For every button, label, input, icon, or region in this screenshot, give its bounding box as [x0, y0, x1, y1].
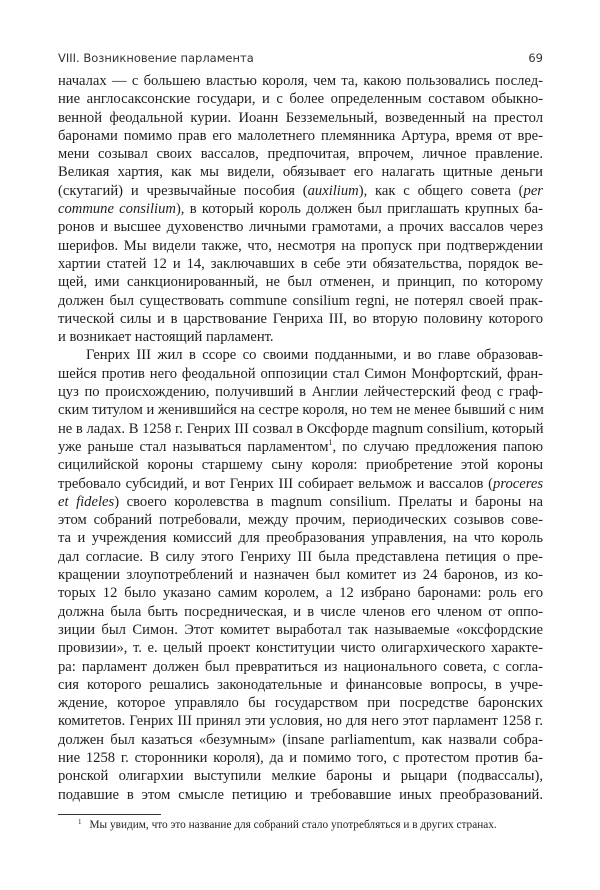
text-segment: требовало субсидий, и вот Генрих III собирает вельмож и вассалов ( [58, 475, 494, 492]
text-segment: ние англосаксонские государи, и с более определенным составом обыкно- [58, 91, 543, 108]
text-line [58, 712, 543, 730]
text-segment: шерифов. Мы видели также, что, несмотря на пропуск при подтверждении [58, 237, 543, 254]
footnote-divider [58, 814, 161, 815]
text-line [58, 328, 543, 346]
text-line [58, 786, 543, 804]
text-line [58, 511, 543, 529]
text-segment: цуз по происхождению, получивший в Англии лейчестерский феод с граф- [58, 384, 543, 401]
footnote [78, 818, 497, 831]
text-line [58, 182, 543, 200]
text-line [58, 90, 543, 108]
text-segment: должна была быть посредническая, и в числе членов его членом от оппо- [58, 603, 543, 620]
text-line [58, 383, 543, 401]
text-segment: сицилийской короны старшему сыну короля: приобретение этой короны [58, 457, 543, 474]
text-line [58, 475, 543, 493]
text-segment: (скутагий) и чрезвычайные пособия ( [58, 182, 308, 199]
italic-text: proceres [493, 475, 543, 492]
text-segment: шейся против него феодальной оппозиции стал Симон Монфортский, фран- [58, 365, 543, 382]
text-segment: зиции был Симон. Этот комитет выработал так называемые «оксфордские [58, 621, 543, 638]
text-segment: ), в который король должен был приглашать крупных ба- [175, 201, 543, 218]
text-segment: не в ладах. В 1258 г. Генрих III созвал в Оксфорде magnum consilium, который [58, 420, 544, 437]
text-segment: ние 1258 г. сторонники короля), да и помимо того, с протестом против ба- [58, 749, 543, 766]
text-segment: щей, ими санкционированный, не был отменен, и принцип, по которому [58, 274, 543, 291]
text-line [58, 749, 543, 767]
page-number: 69 [528, 51, 543, 65]
text-line [58, 163, 543, 181]
text-segment: уже раньше стал называться парламентом [58, 438, 329, 455]
running-header [58, 51, 543, 67]
text-line [58, 255, 543, 273]
text-line [58, 292, 543, 310]
main-text [58, 72, 543, 804]
text-segment: комитетов. Генрих III принял эти условия, но для него этот парламент 1258 г. [58, 713, 543, 730]
text-line [58, 273, 543, 291]
text-segment: подавшие в этом смысле петицию и требовавшие иных преобразований. [58, 786, 543, 803]
text-line [58, 639, 543, 657]
text-line [58, 548, 543, 566]
text-line [58, 566, 543, 584]
text-line [58, 676, 543, 694]
text-segment: должен был существовать commune consilium regni, не потерял своей прак- [58, 292, 543, 309]
text-line [58, 237, 543, 255]
text-segment: должен был казаться «безумным» (insane parliamentum, как назвали собра- [58, 731, 543, 748]
text-line [58, 658, 543, 676]
italic-text: auxilium [307, 182, 359, 199]
text-segment: баронами помимо прав его малолетнего племянника Артура, время от вре- [58, 127, 543, 144]
text-line [58, 127, 543, 145]
chapter-title: VIII. Возникновение парламента [58, 51, 254, 65]
text-segment: ), как с общего совета ( [358, 182, 524, 199]
text-line [58, 694, 543, 712]
text-segment: торых 12 было указано самим королем, а 12 избрано баронами: роль его [58, 585, 543, 602]
text-segment: этом собраний потребовали, между прочим, периодических созывов сове- [58, 512, 543, 529]
text-line [58, 438, 543, 456]
text-segment: ронской олигархии выступили мелкие бароны и рыцари (подвассалы), [58, 768, 543, 785]
text-line [58, 493, 543, 511]
text-line [58, 145, 543, 163]
text-line [58, 346, 543, 364]
text-segment: ждение, которое управляло бы государством при посредстве баронских [58, 695, 543, 712]
text-segment: кращении злоупотреблений и назначен был комитет из 24 баронов, из ко- [58, 567, 543, 584]
text-line [58, 767, 543, 785]
text-line [58, 310, 543, 328]
text-segment: сия которого решались законодательные и финансовые вопросы, в учре- [58, 676, 543, 693]
text-segment: дал согласие. В силу этого Генриху III была представлена петиция о пре- [58, 548, 543, 565]
text-segment: та и учреждения комиссий для преобразования управления, на что король [58, 530, 543, 547]
text-segment: тической силы и в царствование Генриха III, во вторую половину которого [58, 310, 543, 327]
text-line [58, 603, 543, 621]
text-line [58, 72, 543, 90]
text-segment: венной феодальной курии. Иоанн Безземельный, возведенный на престол [58, 109, 543, 126]
text-segment: и возникает настоящий парламент. [58, 329, 274, 346]
text-segment: мени созывал своих вассалов, предпочитая, впрочем, личное правление. [58, 146, 543, 163]
text-segment: Генрих III жил в ссоре со своими подданными, и во главе образовав- [86, 347, 543, 364]
footnote-marker: 1 [78, 818, 82, 826]
text-line [58, 456, 543, 474]
text-line [58, 529, 543, 547]
text-line [58, 200, 543, 218]
text-line [58, 420, 543, 438]
text-line [58, 218, 543, 236]
text-line [58, 731, 543, 749]
text-segment: ра: парламент должен был превратиться из национального совета, с согла- [58, 658, 543, 675]
text-line [58, 621, 543, 639]
text-line [58, 365, 543, 383]
italic-text: et fideles [58, 493, 115, 510]
text-segment: началах — с большею властью короля, чем та, какою пользовались послед- [58, 73, 543, 89]
text-line [58, 584, 543, 602]
footnote-text: Мы увидим, что это название для собраний стало употребляться и в других странах. [89, 819, 497, 831]
footnote-reference: 1 [328, 437, 333, 447]
text-segment: ским титулом и женившийся на сестре короля, но тем не менее бывший с ним [58, 402, 544, 419]
text-segment: провизии», т. е. целый проект конституции чисто олигархического характе- [58, 640, 543, 657]
text-line [58, 109, 543, 127]
text-segment: ронов и высшее духовенство личными грамотами, а прочих вассалов через [58, 219, 543, 236]
text-line [58, 401, 543, 419]
italic-text: commune consilium [58, 201, 176, 218]
text-segment: , по случаю предложения папою [332, 438, 543, 455]
text-segment: ) своего королевства в magnum consilium. Прелаты и бароны на [114, 493, 543, 510]
text-segment: Великая хартия, как мы видели, обязывает его налагать щитные деньги [58, 164, 543, 181]
italic-text: per [523, 182, 543, 199]
text-segment: хартии статей 12 и 14, заключавших в себе эти обязательства, порядок ве- [58, 255, 543, 272]
